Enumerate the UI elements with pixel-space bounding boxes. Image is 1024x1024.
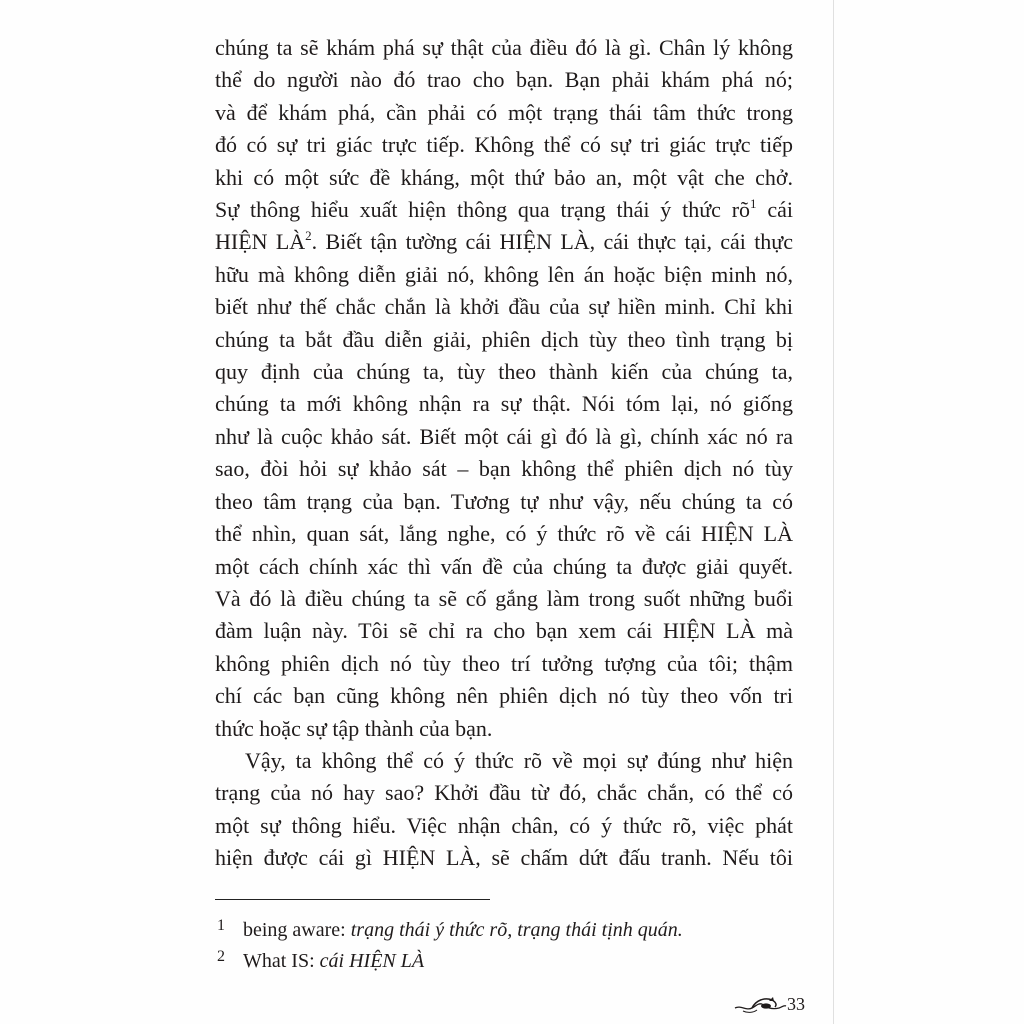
text-line: một sự thông hiểu. Việc nhận chân, có ý thức rõ, việc phát: [215, 812, 793, 838]
footnote-translation: cái HIỆN LÀ: [319, 950, 425, 972]
footnote: [215, 946, 793, 977]
text-line: thể do người nào đó trao cho bạn. Bạn phải khám phá nó;: [215, 67, 793, 93]
text-line: hiện được cái gì HIỆN LÀ, sẽ chấm dứt đấu tranh. Nếu tôi: [215, 845, 793, 871]
text-line: đó có sự tri giác trực tiếp. Không thể có sự tri giác trực tiếp: [215, 132, 793, 158]
text-line: như là cuộc khảo sát. Biết một cái gì đó là gì, chính xác nó ra: [215, 423, 793, 449]
text-line: quy định của chúng ta, tùy theo thành kiến của chúng ta,: [215, 359, 793, 385]
footnote-marker: 2: [217, 948, 225, 965]
paragraph-1: [215, 32, 793, 745]
text-line: đàm luận này. Tôi sẽ chỉ ra cho bạn xem cái HIỆN LÀ mà: [215, 618, 793, 644]
text-line: và để khám phá, cần phải có một trạng thái tâm thức trong: [215, 99, 793, 125]
text-line: chúng ta sẽ khám phá sự thật của điều đó là gì. Chân lý không: [215, 35, 793, 60]
line-text: . Biết tận tường cái HIỆN LÀ, cái thực tại, cái thực: [311, 229, 794, 255]
footnote-translation: trạng thái ý thức rõ, trạng thái tịnh quán.: [350, 919, 683, 941]
footnote-reference: 2: [305, 228, 312, 244]
body-text: [215, 32, 793, 875]
text-line: Vậy, ta không thể có ý thức rõ về mọi sự đúng như hiện: [245, 747, 793, 773]
text-line: [215, 226, 793, 258]
footnote-marker: 1: [217, 917, 225, 934]
text-line: [215, 194, 793, 226]
footnote-divider: [215, 899, 490, 900]
page-number: 33: [787, 994, 805, 1014]
text-line: theo tâm trạng của bạn. Tương tự như vậy, nếu chúng ta có: [215, 488, 793, 514]
text-line: biết như thế chắc chắn là khởi đầu của sự hiền minh. Chỉ khi: [215, 294, 793, 320]
footnote-text: [243, 946, 424, 977]
page-edge: [833, 0, 834, 1024]
footnote-term: being aware:: [243, 919, 346, 941]
footnotes: [215, 915, 793, 977]
footnote: [215, 915, 793, 946]
text-line: thể nhìn, quan sát, lắng nghe, có ý thức rõ về cái HIỆN LÀ: [215, 521, 793, 547]
line-text: Sự thông hiểu xuất hiện thông qua trạng thái ý thức rõ: [215, 197, 751, 223]
paragraph-2: [215, 745, 793, 875]
text-line: Và đó là điều chúng ta sẽ cố gắng làm trong suốt những buổi: [215, 585, 793, 611]
text-line: chí các bạn cũng không nên phiên dịch nó tùy theo vốn tri: [215, 683, 793, 709]
text-line: trạng của nó hay sao? Khởi đầu từ đó, chắc chắn, có thể có: [215, 780, 793, 806]
text-line: hữu mà không diễn giải nó, không lên án hoặc biện minh nó,: [215, 261, 793, 287]
text-line: một cách chính xác thì vấn đề của chúng ta được giải quyết.: [215, 553, 793, 579]
text-line: chúng ta mới không nhận ra sự thật. Nói tóm lại, nó giống: [215, 391, 793, 417]
line-text: cái: [756, 197, 793, 223]
line-text: HIỆN LÀ: [215, 229, 306, 255]
text-line: không phiên dịch nó tùy theo trí tưởng tượng của tôi; thậm: [215, 650, 793, 676]
text-line: sao, đòi hỏi sự khảo sát – bạn không thể phiên dịch nó tùy: [215, 456, 793, 482]
text-line: thức hoặc sự tập thành của bạn.: [215, 715, 493, 741]
text-line: khi có một sức đề kháng, một thứ bảo an, một vật che chở.: [215, 164, 793, 190]
page-number-flourish-icon: [733, 995, 787, 1015]
footnote-term: What IS:: [243, 950, 315, 972]
text-line: chúng ta bắt đầu diễn giải, phiên dịch tùy theo tình trạng bị: [215, 326, 793, 352]
footnote-text: [243, 915, 683, 946]
footnote-reference: 1: [750, 195, 757, 211]
